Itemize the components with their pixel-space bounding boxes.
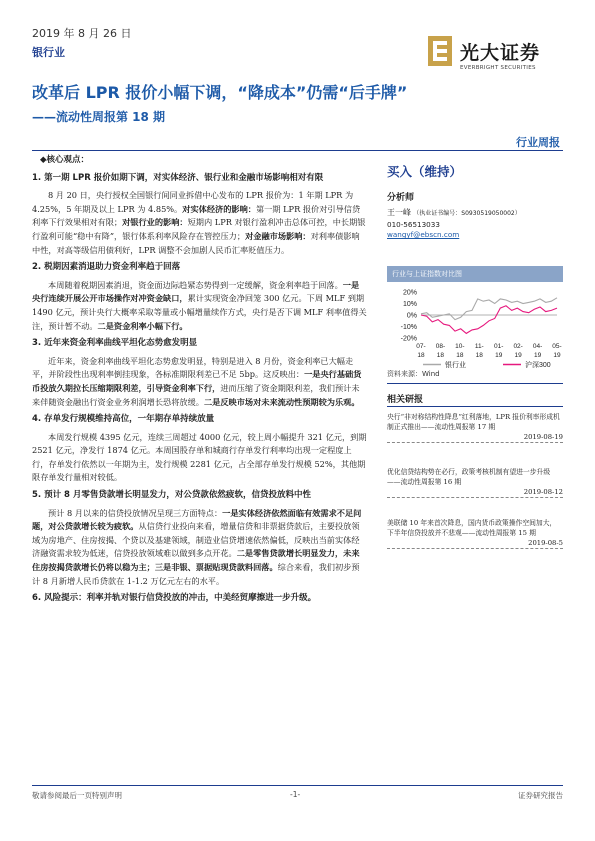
x-tick-label: 19 <box>495 352 503 359</box>
x-tick-label: 01- <box>494 343 504 350</box>
x-tick-label: 10- <box>455 343 465 350</box>
section-3-body: 近年来，资金利率曲线平坦化态势愈发明显，特别是进入 8 月份，资金利率已大幅走平，并阶段性出现利率倒挂现象，各标准期限利差已不足 5bp。这反映出：一是央行基础货币投放久期拉长压缩期限利差，引导资金利率下行，进而压缩了资金期限利差，我们预计未来伴随资金融出行资金业务利润增长恐将放缓。二是反映市场对未来流动性预期较为乐观。 <box>32 355 362 407</box>
y-tick-label: 10% <box>402 301 417 308</box>
brand-name: 光大证券 <box>460 42 541 64</box>
section-5-body: 预计 8 月以来的信贷投放情况呈现三方面特点：一是实体经济依然面临有效需求不足问题，对公贷款增长较为疲软。从信贷行业投向来看，增量信贷和非票据贷款后，主要投放领域为房地产、住房按揭、个贷以及基建领域，制造业信贷增速依然偏低，反映出当前实体经济融资需求较为低迷，信贷投放领域难以做到多点开花。二是零售贷款增长明显发力，未来住房按揭贷款增长仍将以稳为主；三是非银、票据贴现贷款料回落。综合来看，我们初步预计 8 月新增人民币贷款在 1-1.2 万亿元左右的水平。 <box>32 507 362 586</box>
analyst-heading: 分析师 <box>387 193 415 203</box>
x-tick-label: 07- <box>416 343 426 350</box>
related-reports-heading: 相关研报 <box>387 395 424 405</box>
x-tick-label: 19 <box>553 352 561 359</box>
section-2-title: 2. 税期因素消退助力资金利率趋于回落 <box>32 262 181 273</box>
footer-disclaimer: 敬请参阅最后一页特别声明 <box>32 791 122 800</box>
brand-name-en: EVERBRIGHT SECURITIES <box>460 65 536 71</box>
x-tick-label: 19 <box>533 352 542 359</box>
chart-divider <box>387 383 563 384</box>
section-1-body: 8 月 20 日，央行授权全国银行间同业拆借中心发布的 LPR 报价为：1 年期 LPR 为 4.25%，5 年期及以上 LPR 为 4.85%。对实体经济的影响：第一期 LPR 报价对引导信贷利率下行效果相对有限；对银行业的影响：短期内 LPR 对银行盈利冲击总体可控，中长期银行盈利可能“稳中有降”，银行体系利率风险存在管控压力；对金融市场影响：对利率债影响中性，对高等级信用债利好，LPR 调整不会加剧人民币汇率贬值压力。 <box>32 190 366 255</box>
x-tick-label: 19 <box>514 352 522 359</box>
footer-divider <box>32 785 563 786</box>
footer-label: 证券研究报告 <box>518 791 563 800</box>
legend-label: 银行业 <box>445 362 466 369</box>
x-tick-label: 18 <box>475 352 483 359</box>
core-views-label: ◆核心观点： <box>40 155 90 165</box>
y-tick-label: 20% <box>402 289 417 297</box>
related-report[interactable]: 央行“非对称结构性降息”红利落地，LPR 报价利率形成机制正式推出——流动性周报第 17 期 2019-08-19 <box>387 413 563 441</box>
section-2-body: 本周随着税期因素消退，资金面边际趋紧态势得到一定缓解，资金利率趋于回落。一是央行连续开展公开市场操作对冲资金缺口，累计实现资金净回笼 300 亿元。下周 MLF 到期 1490 亿元，预计央行大概率采取等量或小幅增量续作方式，央行是否下调 MLF 利率值得关注，预计暂不动。二是资金利率小幅下行。 <box>32 279 367 331</box>
main-content <box>32 154 367 610</box>
report-type: 行业周报 <box>516 136 560 149</box>
brand-logo-icon <box>428 36 452 66</box>
rating: 买入（维持） <box>387 164 463 179</box>
section-4-body: 本周发行规模 4395 亿元，连续三周超过 4000 亿元，较上周小幅提升 321 亿元，到期 2521 亿元，净发行 1874 亿元。本周国股存单和城商行存单发行利率均出现一定程度上行，存单发行依然以一年期为主，发行规模 2281 亿元，占全部存单发行规模 52%，其他期限存单发行量相对较低。 <box>32 431 367 483</box>
x-tick-label: 18 <box>456 352 464 359</box>
legend-label: 沪深300 <box>525 362 551 369</box>
section-6-title: 6. 风险提示：利率并轨对银行信贷投放的冲击，中美经贸摩擦进一步升级。 <box>32 593 317 604</box>
report-title: 改革后 LPR 报价小幅下调，“降成本”仍需“后手牌” <box>32 83 408 102</box>
x-tick-label: 18 <box>417 352 425 359</box>
x-tick-label: 18 <box>436 352 445 359</box>
y-tick-label: 0% <box>406 312 417 320</box>
x-tick-label: 08- <box>435 343 446 350</box>
chart-source: 资料来源：Wind <box>387 370 440 378</box>
related-report[interactable]: 优化信贷结构势在必行，政策考核机制有望进一步升级——流动性周报第 16 期 2019-08-12 <box>387 468 563 496</box>
section-4-title: 4. 存单发行规模维持高位，一年期存单持续放量 <box>32 414 215 425</box>
report-date: 2019 年 8 月 26 日 <box>32 27 132 40</box>
section-3-title: 3. 近年来资金利率曲线平坦化态势愈发明显 <box>32 338 198 349</box>
x-tick-label: 05- <box>552 343 562 350</box>
x-tick-label: 04- <box>532 343 543 350</box>
comparison-chart <box>387 286 563 370</box>
section-1-title: 1. 第一期 LPR 报价如期下调，对实体经济、银行业和金融市场影响相对有限 <box>32 172 324 183</box>
sidebar <box>387 154 563 239</box>
analyst-cert: （执业证书编号：S0930519050002） <box>413 210 521 217</box>
y-tick-label: -10% <box>400 324 417 331</box>
report-subtitle: ——流动性周报第 18 期 <box>32 110 166 124</box>
related-report[interactable]: 美联储 10 年来首次降息，国内货币政策操作空间加大，下半年信贷投放并不悲观——流动性周报第 15 期 2019-08-5 <box>387 519 563 547</box>
industry-label: 银行业 <box>32 46 65 59</box>
related-divider <box>387 406 563 407</box>
x-tick-label: 11- <box>474 343 484 350</box>
y-tick-label: -20% <box>400 335 417 343</box>
analyst-phone: 010-56513033 <box>387 220 440 229</box>
analyst-info <box>387 207 563 219</box>
analyst-email[interactable]: wangyf@ebscn.com <box>387 230 460 239</box>
series-line <box>421 306 557 334</box>
x-tick-label: 02- <box>513 343 523 350</box>
section-5-title: 5. 预计 8 月零售贷款增长明显发力，对公贷款依然疲软，信贷投放料中性 <box>32 490 311 501</box>
analyst-name: 王一峰 <box>387 208 411 217</box>
page-number: -1- <box>290 790 301 799</box>
header-divider <box>32 150 563 151</box>
chart-header: 行业与上证指数对比图 <box>387 266 563 282</box>
